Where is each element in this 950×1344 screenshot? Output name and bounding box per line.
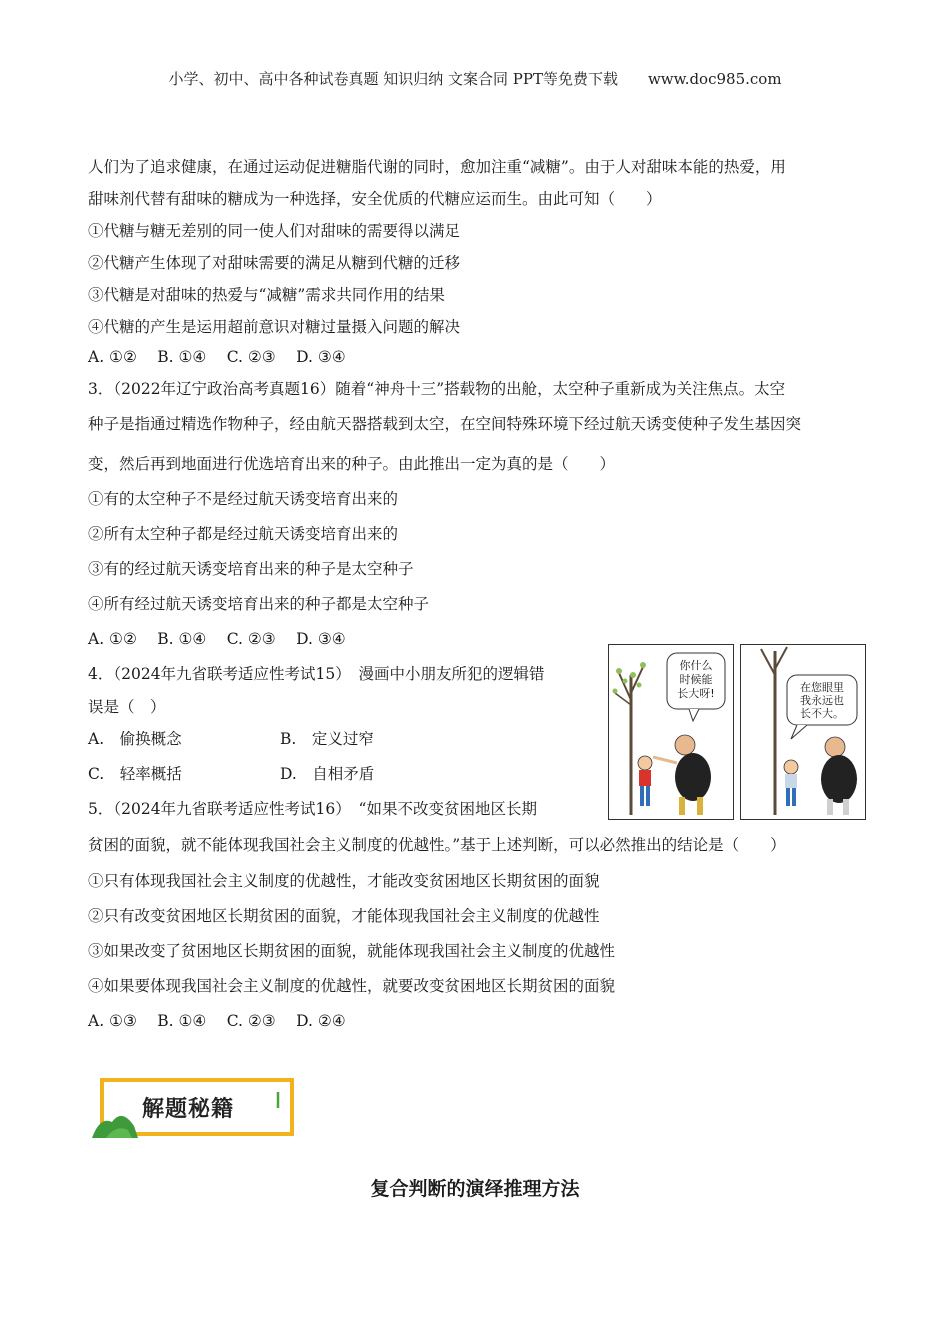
q5-item-2: ②只有改变贫困地区长期贫困的面貌，才能体现我国社会主义制度的优越性	[88, 907, 600, 925]
q3-item-1: ①有的太空种子不是经过航天诱变培育出来的	[88, 490, 399, 508]
q4-stem-line1: 4．（2024年九省联考适应性考试15） 漫画中小朋友所犯的逻辑错	[88, 665, 545, 683]
q2-item-4: ④代糖的产生是运用超前意识对糖过量摄入问题的解决	[88, 318, 461, 336]
q5-item-3: ③如果改变了贫困地区长期贫困的面貌，就能体现我国社会主义制度的优越性	[88, 942, 616, 960]
q2-item-3: ③代糖是对甜味的热爱与“减糖”需求共同作用的结果	[88, 286, 445, 304]
bubble2-line3: 长不大。	[800, 707, 844, 720]
bubble1-line1: 你什么	[679, 659, 713, 672]
q4-option-b: B. 定义过窄	[280, 730, 374, 748]
q3-item-2: ②所有太空种子都是经过航天诱变培育出来的	[88, 525, 399, 543]
q2-options: A. ①② B. ①④ C. ②③ D. ③④	[88, 348, 346, 366]
q5-stem-line2: 贫困的面貌，就不能体现我国社会主义制度的优越性。”基于上述判断，可以必然推出的结论是（ ）	[88, 836, 786, 854]
q4-option-d: D. 自相矛盾	[280, 765, 375, 783]
q4-stem-line2: 误是（ ）	[88, 698, 166, 716]
q3-stem-line2: 种子是指通过精选作物种子，经由航天器搭载到太空，在空间特殊环境下经过航天诱变使种子发生基因突	[88, 415, 802, 433]
q4-option-a: A. 偷换概念	[88, 730, 182, 748]
q5-options: A. ①③ B. ①④ C. ②③ D. ②④	[88, 1012, 346, 1030]
q3-item-3: ③有的经过航天诱变培育出来的种子是太空种子	[88, 560, 414, 578]
bubble2-line1: 在您眼里	[800, 681, 844, 694]
bubble1-line3: 长大呀!	[677, 687, 715, 700]
badge-label: 解题秘籍	[142, 1097, 235, 1122]
q2-item-2: ②代糖产生体现了对甜味需要的满足从糖到代糖的迁移	[88, 254, 461, 272]
cartoon-drawing-2	[741, 645, 865, 819]
bubble2-line2: 我永远也	[800, 694, 844, 707]
q4-option-c: C. 轻率概括	[88, 765, 182, 783]
q2-stem-line1: 人们为了追求健康，在通过运动促进糖脂代谢的同时，愈加注重“减糖”。由于人对甜味本能的热爱，用	[88, 158, 786, 176]
cartoon-bubble-2	[789, 681, 855, 720]
q3-stem-line1: 3．（2022年辽宁政治高考真题16）随着“神舟十三”搭载物的出舱，太空种子重新成为关注焦点。太空	[88, 380, 786, 398]
bubble1-line2: 时候能	[679, 673, 713, 686]
q3-options: A. ①② B. ①④ C. ②③ D. ③④	[88, 630, 346, 648]
q5-item-1: ①只有体现我国社会主义制度的优越性，才能改变贫困地区长期贫困的面貌	[88, 872, 600, 890]
q5-stem-line1: 5．（2024年九省联考适应性考试16） “如果不改变贫困地区长期	[88, 800, 537, 818]
page-header: 小学、初中、高中各种试卷真题 知识归纳 文案合同 PPT等免费下载 www.doc985.com	[168, 70, 782, 88]
cartoon-panel-1	[608, 644, 734, 820]
q5-item-4: ④如果要体现我国社会主义制度的优越性，就要改变贫困地区长期贫困的面貌	[88, 977, 616, 995]
section-title: 复合判断的演绎推理方法	[370, 1178, 580, 1200]
q2-item-1: ①代糖与糖无差别的同一使人们对甜味的需要得以满足	[88, 222, 461, 240]
solving-tips-badge	[92, 1078, 296, 1138]
q3-stem-line3: 变，然后再到地面进行优选培育出来的种子。由此推出一定为真的是（ ）	[88, 455, 616, 473]
cartoon-bubble-1	[669, 659, 723, 701]
q3-item-4: ④所有经过航天诱变培育出来的种子都是太空种子	[88, 595, 430, 613]
q2-stem-line2: 甜味剂代替有甜味的糖成为一种选择，安全优质的代糖应运而生。由此可知（ ）	[88, 190, 662, 208]
cartoon-panel-2	[740, 644, 866, 820]
